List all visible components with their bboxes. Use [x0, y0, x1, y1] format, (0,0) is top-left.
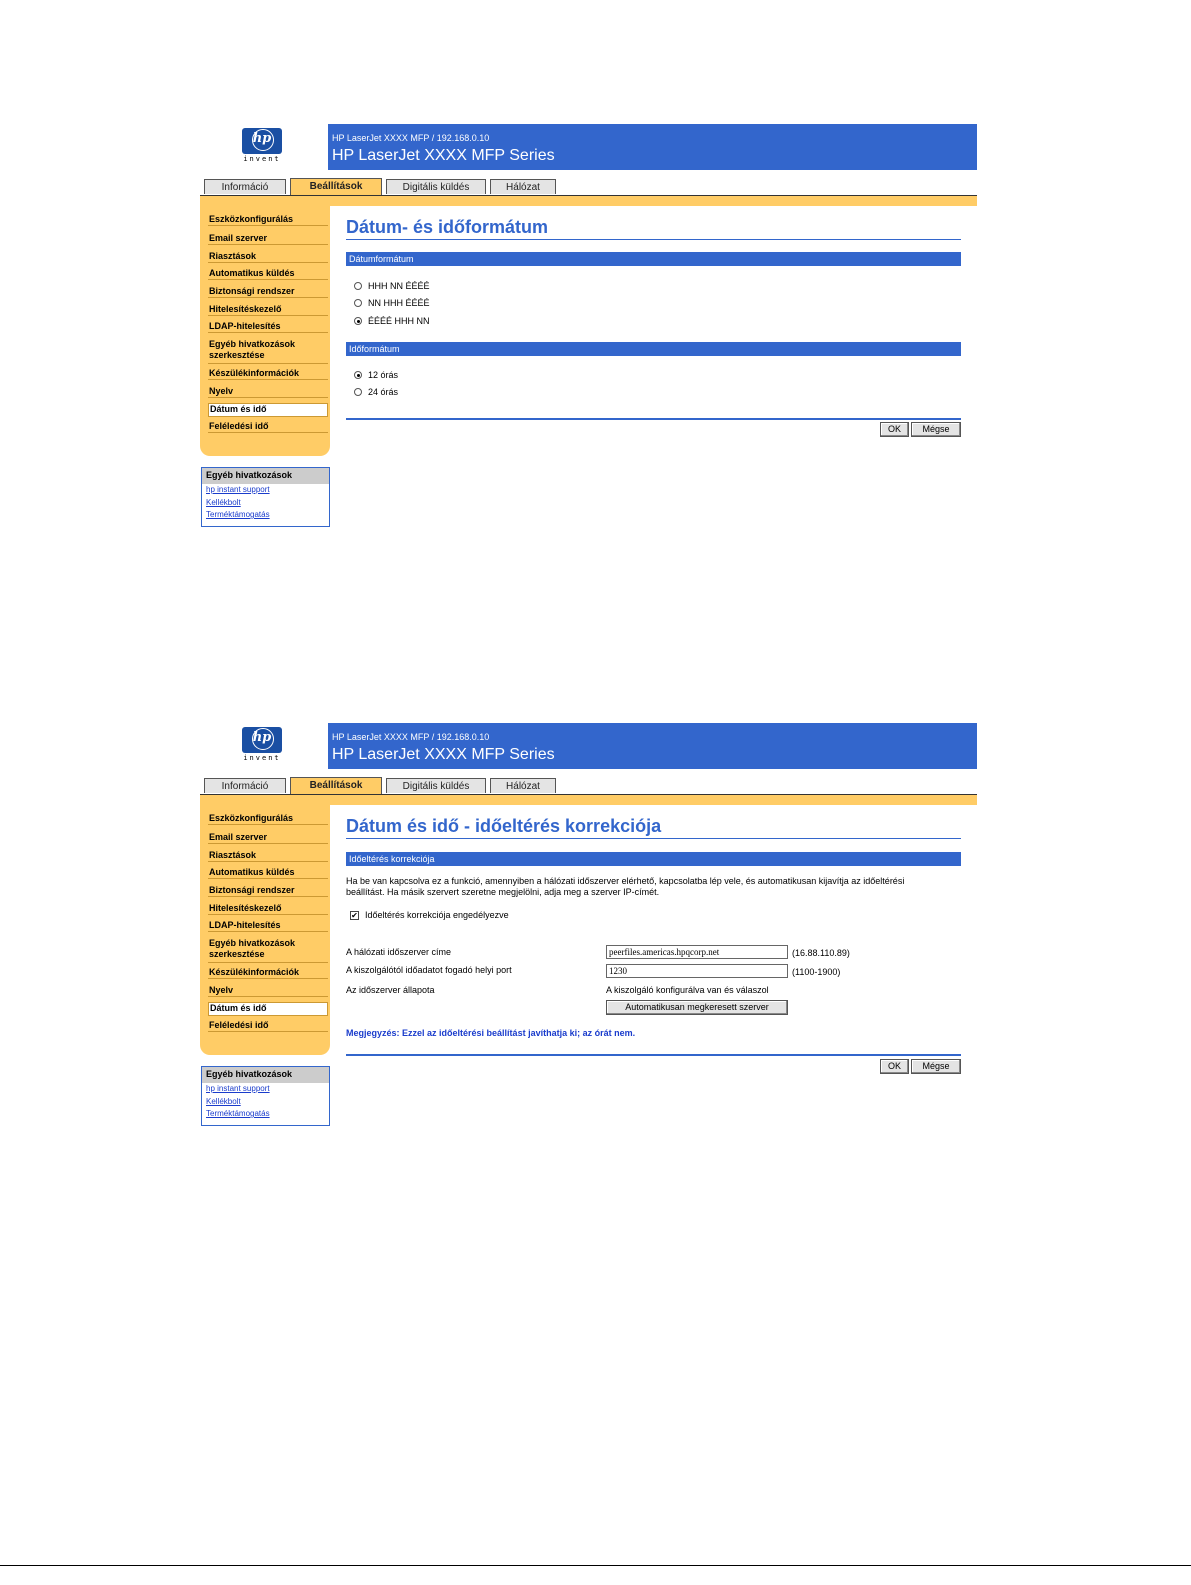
tab-settings[interactable]: Beállítások — [290, 777, 382, 794]
device-address: HP LaserJet XXXX MFP / 192.168.0.10 — [332, 732, 490, 742]
link-product-support[interactable]: Terméktámogatás — [206, 510, 270, 519]
link-instant-support[interactable]: hp instant support — [206, 485, 270, 494]
title-underline — [346, 239, 961, 240]
server-address-label: A hálózati időszerver címe — [346, 947, 452, 957]
radio-date-format-2[interactable]: NN HHH ÉÉÉÉ — [354, 298, 430, 308]
sidebar-item-edit-links[interactable]: Egyéb hivatkozások szerkesztése — [208, 938, 328, 963]
sidebar-item-date-time[interactable]: Dátum és idő — [208, 403, 328, 417]
link-product-support[interactable]: Terméktámogatás — [206, 1109, 270, 1118]
tab-digital-send[interactable]: Digitális küldés — [386, 778, 486, 793]
other-links-box — [201, 467, 330, 527]
cancel-button[interactable]: Mégse — [911, 1059, 961, 1074]
sidebar-item-ldap[interactable]: LDAP-hitelesítés — [208, 920, 328, 932]
ok-button[interactable]: OK — [880, 1059, 909, 1074]
tab-digital-send[interactable]: Digitális küldés — [386, 179, 486, 194]
radio-indicator — [354, 282, 362, 290]
sidebar-item-wake-time[interactable]: Feléledési idő — [208, 1020, 328, 1032]
local-port-hint: (1100-1900) — [792, 967, 841, 977]
page-title: Dátum és idő - időeltérés korrekciója — [346, 816, 662, 836]
drift-correction-checkbox[interactable]: ✔ Időeltérés korrekciója engedélyezve — [351, 910, 509, 920]
auto-discover-server-button[interactable]: Automatikusan megkeresett szerver — [606, 1000, 788, 1015]
radio-date-format-1[interactable]: HHH NN ÉÉÉÉ — [354, 281, 430, 291]
section-date-format: Dátumformátum — [346, 252, 961, 266]
server-status-label: Az időszerver állapota — [346, 985, 435, 995]
main-content — [346, 124, 961, 454]
sidebar-item-auth-manager[interactable]: Hitelesítéskezelő — [208, 903, 328, 915]
link-supplies-store[interactable]: Kellékbolt — [206, 1096, 241, 1106]
content-divider — [346, 418, 961, 420]
other-links-header: Egyéb hivatkozások — [202, 468, 329, 484]
screenshot-date-time-format — [200, 124, 977, 534]
tab-network[interactable]: Hálózat — [490, 179, 556, 194]
link-supplies-store[interactable]: Kellékbolt — [206, 497, 241, 507]
cancel-button[interactable]: Mégse — [911, 422, 961, 437]
tab-settings[interactable]: Beállítások — [290, 178, 382, 195]
sidebar-item-device-info[interactable]: Készülékinformációk — [208, 368, 328, 380]
page-title: Dátum- és időformátum — [346, 217, 549, 237]
sidebar-item-email-server[interactable]: Email szerver — [208, 233, 328, 245]
content-divider — [346, 1054, 961, 1056]
checkbox-checked-indicator: ✔ — [351, 910, 358, 920]
sidebar — [200, 206, 330, 456]
sidebar-item-language[interactable]: Nyelv — [208, 985, 328, 997]
sidebar-item-ldap[interactable]: LDAP-hitelesítés — [208, 321, 328, 333]
local-port-input[interactable]: 1230 — [606, 964, 788, 978]
sidebar-item-device-config[interactable]: Eszközkonfigurálás — [208, 813, 328, 825]
sidebar-item-date-time[interactable]: Dátum és idő — [208, 1002, 328, 1016]
tab-information[interactable]: Információ — [204, 179, 286, 194]
server-address-hint: (16.88.110.89) — [792, 948, 850, 958]
sidebar-item-alerts[interactable]: Riasztások — [208, 251, 328, 263]
description-text: Ha be van kapcsolva ez a funkció, amennyiben a hálózati időszerver elérhető, kapcsolatba lép vele, és automatikusan kijavítja az időeltérési beállítást. Ha másik szervert szeretne megjelölni, adja meg a szerver IP-címét. — [346, 876, 905, 897]
title-underline — [346, 838, 961, 839]
sidebar — [200, 805, 330, 1055]
sidebar-item-device-config[interactable]: Eszközkonfigurálás — [208, 214, 328, 226]
radio-time-12h[interactable]: 12 órás — [354, 370, 398, 380]
section-time-drift: Időeltérés korrekciója — [346, 852, 961, 866]
radio-date-format-3[interactable]: ÉÉÉÉ HHH NN — [354, 316, 430, 326]
radio-time-24h[interactable]: 24 órás — [354, 387, 398, 397]
sidebar-item-email-server[interactable]: Email szerver — [208, 832, 328, 844]
local-port-label: A kiszolgálótól időadatot fogadó helyi port — [346, 965, 512, 975]
device-title: HP LaserJet XXXX MFP Series — [332, 147, 555, 164]
radio-indicator — [354, 299, 362, 307]
sidebar-item-alerts[interactable]: Riasztások — [208, 850, 328, 862]
sidebar-item-device-info[interactable]: Készülékinformációk — [208, 967, 328, 979]
link-instant-support[interactable]: hp instant support — [206, 1084, 270, 1093]
hp-logo: hp invent — [242, 128, 282, 164]
sidebar-item-wake-time[interactable]: Feléledési idő — [208, 421, 328, 433]
sidebar-item-auto-send[interactable]: Automatikus küldés — [208, 867, 328, 879]
server-status-value: A kiszolgáló konfigurálva van és válaszol — [606, 985, 769, 995]
page-footer-rule — [0, 1565, 1191, 1566]
radio-indicator-selected — [354, 317, 362, 325]
tab-network[interactable]: Hálózat — [490, 778, 556, 793]
hp-logo: hp invent — [242, 727, 282, 763]
sidebar-item-edit-links[interactable]: Egyéb hivatkozások szerkesztése — [208, 339, 328, 364]
sidebar-item-auto-send[interactable]: Automatikus küldés — [208, 268, 328, 280]
section-time-format: Időformátum — [346, 342, 961, 356]
radio-indicator — [354, 388, 362, 396]
sidebar-item-auth-manager[interactable]: Hitelesítéskezelő — [208, 304, 328, 316]
note-text: Megjegyzés: Ezzel az időeltérési beállítást javíthatja ki; az órát nem. — [346, 1028, 636, 1038]
ok-button[interactable]: OK — [880, 422, 909, 437]
sidebar-item-language[interactable]: Nyelv — [208, 386, 328, 398]
main-content — [346, 723, 961, 1083]
sidebar-item-security[interactable]: Biztonsági rendszer — [208, 885, 328, 897]
radio-indicator-selected — [354, 371, 362, 379]
device-title: HP LaserJet XXXX MFP Series — [332, 746, 555, 763]
device-address: HP LaserJet XXXX MFP / 192.168.0.10 — [332, 133, 490, 143]
server-address-input[interactable]: peerfiles.americas.hpqcorp.net — [606, 945, 788, 959]
other-links-box — [201, 1066, 330, 1126]
sidebar-item-security[interactable]: Biztonsági rendszer — [208, 286, 328, 298]
screenshot-time-drift-correction — [200, 723, 977, 1133]
other-links-header: Egyéb hivatkozások — [202, 1067, 329, 1083]
tab-information[interactable]: Információ — [204, 778, 286, 793]
